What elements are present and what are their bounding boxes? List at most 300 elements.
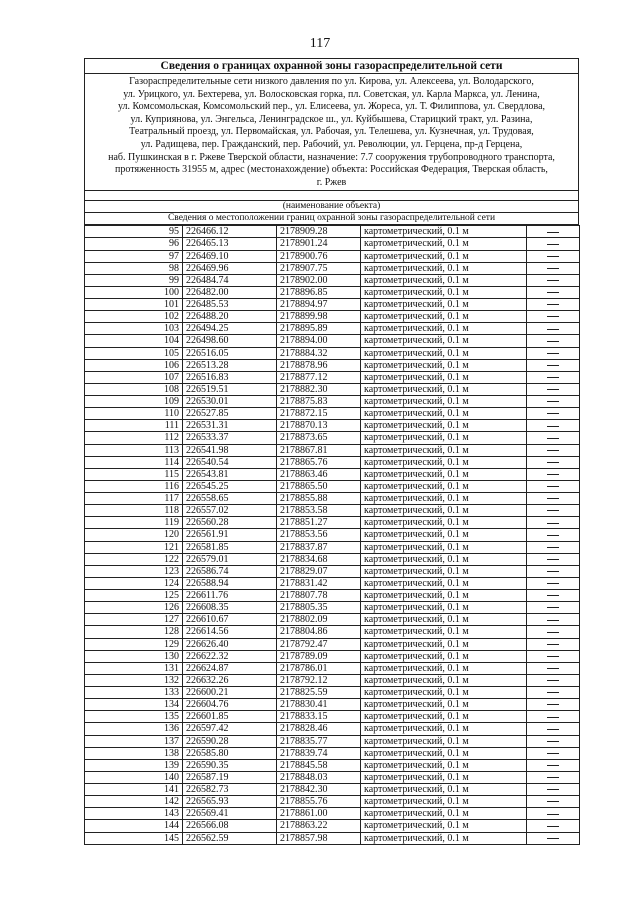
coordinate-y: 2178851.27 (277, 517, 361, 529)
coordinate-x: 226530.01 (183, 396, 277, 408)
coordinate-x: 226587.19 (183, 771, 277, 783)
empty-value-dash (527, 468, 580, 480)
table-row (85, 420, 580, 432)
empty-value-dash (527, 541, 580, 553)
table-row (85, 480, 580, 492)
dash-mark (547, 232, 559, 233)
dash-mark (547, 826, 559, 827)
coordinate-y: 2178857.98 (277, 832, 361, 844)
coordinate-x: 226585.80 (183, 747, 277, 759)
coordinate-x: 226581.85 (183, 541, 277, 553)
determination-method: картометрический, 0.1 м (361, 711, 527, 723)
coordinate-x: 226590.35 (183, 759, 277, 771)
determination-method: картометрический, 0.1 м (361, 577, 527, 589)
dash-mark (547, 523, 559, 524)
determination-method: картометрический, 0.1 м (361, 723, 527, 735)
coordinate-x: 226604.76 (183, 699, 277, 711)
determination-method: картометрический, 0.1 м (361, 311, 527, 323)
empty-value-dash (527, 577, 580, 589)
determination-method: картометрический, 0.1 м (361, 796, 527, 808)
description-line: Театральный проезд, ул. Первомайская, ул. Рабочая, ул. Телешева, ул. Кузнечная, ул. Трудовая, (129, 126, 534, 138)
table-row (85, 808, 580, 820)
empty-value-dash (527, 614, 580, 626)
point-number: 98 (85, 262, 183, 274)
determination-method: картометрический, 0.1 м (361, 493, 527, 505)
coordinate-x: 226484.74 (183, 274, 277, 286)
dash-mark (547, 401, 559, 402)
object-name-label: (наименование объекта) (85, 201, 579, 213)
coordinate-y: 2178870.13 (277, 420, 361, 432)
table-row (85, 274, 580, 286)
description-line: ул. Куприянова, ул. Энгельса, Ленинградское ш., ул. Куйбышева, Старицкий тракт, ул. Разина, (130, 113, 533, 125)
determination-method: картометрический, 0.1 м (361, 408, 527, 420)
point-number: 111 (85, 420, 183, 432)
document-title: Сведения о границах охранной зоны газораспределительной сети (85, 59, 579, 74)
coordinate-x: 226614.56 (183, 626, 277, 638)
point-number: 130 (85, 650, 183, 662)
coordinate-x: 226622.32 (183, 650, 277, 662)
point-number: 113 (85, 444, 183, 456)
coordinate-x: 226513.28 (183, 359, 277, 371)
dash-mark (547, 741, 559, 742)
point-number: 104 (85, 335, 183, 347)
dash-mark (547, 571, 559, 572)
table-row (85, 590, 580, 602)
point-number: 144 (85, 820, 183, 832)
coordinate-x: 226465.13 (183, 238, 277, 250)
table-row (85, 687, 580, 699)
coordinate-x: 226611.76 (183, 590, 277, 602)
table-row (85, 759, 580, 771)
coordinate-y: 2178835.77 (277, 735, 361, 747)
coordinate-x: 226626.40 (183, 638, 277, 650)
coordinate-y: 2178865.50 (277, 480, 361, 492)
coordinate-x: 226466.12 (183, 226, 277, 238)
coordinate-y: 2178802.09 (277, 614, 361, 626)
table-row (85, 565, 580, 577)
empty-value-dash (527, 323, 580, 335)
blank-row (85, 191, 579, 201)
table-row (85, 262, 580, 274)
dash-mark (547, 341, 559, 342)
determination-method: картометрический, 0.1 м (361, 335, 527, 347)
object-description (85, 74, 579, 191)
coordinate-y: 2178839.74 (277, 747, 361, 759)
dash-mark (547, 353, 559, 354)
empty-value-dash (527, 250, 580, 262)
point-number: 103 (85, 323, 183, 335)
empty-value-dash (527, 480, 580, 492)
determination-method: картометрический, 0.1 м (361, 396, 527, 408)
table-row (85, 335, 580, 347)
coordinate-x: 226485.53 (183, 299, 277, 311)
coordinate-y: 2178853.58 (277, 505, 361, 517)
coordinate-y: 2178901.24 (277, 238, 361, 250)
point-number: 101 (85, 299, 183, 311)
table-row (85, 784, 580, 796)
dash-mark (547, 777, 559, 778)
dash-mark (547, 838, 559, 839)
table-row (85, 735, 580, 747)
dash-mark (547, 280, 559, 281)
dash-mark (547, 680, 559, 681)
point-number: 129 (85, 638, 183, 650)
point-number: 107 (85, 371, 183, 383)
table-row (85, 347, 580, 359)
coordinate-x: 226632.26 (183, 674, 277, 686)
determination-method: картометрический, 0.1 м (361, 359, 527, 371)
empty-value-dash (527, 832, 580, 844)
description-line: наб. Пушкинская в г. Ржеве Тверской области, назначение: 7.7 сооружения трубопроводного транспорта, (108, 151, 555, 163)
empty-value-dash (527, 420, 580, 432)
coordinate-y: 2178907.75 (277, 262, 361, 274)
coordinate-y: 2178830.41 (277, 699, 361, 711)
dash-mark (547, 498, 559, 499)
coordinate-y: 2178855.88 (277, 493, 361, 505)
empty-value-dash (527, 432, 580, 444)
dash-mark (547, 704, 559, 705)
empty-value-dash (527, 238, 580, 250)
coordinate-x: 226541.98 (183, 444, 277, 456)
empty-value-dash (527, 711, 580, 723)
determination-method: картометрический, 0.1 м (361, 432, 527, 444)
dash-mark (547, 426, 559, 427)
point-number: 122 (85, 553, 183, 565)
determination-method: картометрический, 0.1 м (361, 747, 527, 759)
table-row (85, 250, 580, 262)
dash-mark (547, 292, 559, 293)
point-number: 97 (85, 250, 183, 262)
dash-mark (547, 316, 559, 317)
empty-value-dash (527, 784, 580, 796)
point-number: 123 (85, 565, 183, 577)
coordinate-x: 226516.05 (183, 347, 277, 359)
table-row (85, 359, 580, 371)
determination-method: картометрический, 0.1 м (361, 699, 527, 711)
coordinate-x: 226597.42 (183, 723, 277, 735)
determination-method: картометрический, 0.1 м (361, 517, 527, 529)
dash-mark (547, 595, 559, 596)
table-row (85, 747, 580, 759)
dash-mark (547, 753, 559, 754)
coordinate-y: 2178899.98 (277, 311, 361, 323)
coordinate-y: 2178882.30 (277, 383, 361, 395)
dash-mark (547, 801, 559, 802)
coordinate-x: 226519.51 (183, 383, 277, 395)
empty-value-dash (527, 408, 580, 420)
coordinate-x: 226610.67 (183, 614, 277, 626)
coordinate-y: 2178855.76 (277, 796, 361, 808)
coordinate-x: 226543.81 (183, 468, 277, 480)
table-row (85, 577, 580, 589)
coordinate-y: 2178853.56 (277, 529, 361, 541)
coordinate-y: 2178875.83 (277, 396, 361, 408)
coordinate-x: 226516.83 (183, 371, 277, 383)
determination-method: картометрический, 0.1 м (361, 662, 527, 674)
determination-method: картометрический, 0.1 м (361, 456, 527, 468)
coordinate-x: 226588.94 (183, 577, 277, 589)
empty-value-dash (527, 553, 580, 565)
page-number: 117 (309, 36, 331, 51)
dash-mark (547, 510, 559, 511)
determination-method: картометрический, 0.1 м (361, 286, 527, 298)
dash-mark (547, 547, 559, 548)
point-number: 121 (85, 541, 183, 553)
point-number: 118 (85, 505, 183, 517)
point-number: 112 (85, 432, 183, 444)
coordinate-y: 2178792.47 (277, 638, 361, 650)
coordinate-x: 226533.37 (183, 432, 277, 444)
dash-mark (547, 474, 559, 475)
empty-value-dash (527, 820, 580, 832)
coordinate-y: 2178789.09 (277, 650, 361, 662)
dash-mark (547, 729, 559, 730)
empty-value-dash (527, 638, 580, 650)
point-number: 135 (85, 711, 183, 723)
dash-mark (547, 717, 559, 718)
dash-mark (547, 462, 559, 463)
point-number: 133 (85, 687, 183, 699)
determination-method: картометрический, 0.1 м (361, 602, 527, 614)
dash-mark (547, 607, 559, 608)
determination-method: картометрический, 0.1 м (361, 444, 527, 456)
table-row (85, 371, 580, 383)
coordinate-y: 2178863.22 (277, 820, 361, 832)
determination-method: картометрический, 0.1 м (361, 674, 527, 686)
empty-value-dash (527, 517, 580, 529)
dash-mark (547, 789, 559, 790)
dash-mark (547, 765, 559, 766)
coordinate-y: 2178845.58 (277, 759, 361, 771)
empty-value-dash (527, 371, 580, 383)
determination-method: картометрический, 0.1 м (361, 590, 527, 602)
table-row (85, 493, 580, 505)
point-number: 95 (85, 226, 183, 238)
table-row (85, 796, 580, 808)
determination-method: картометрический, 0.1 м (361, 505, 527, 517)
point-number: 96 (85, 238, 183, 250)
coordinate-y: 2178900.76 (277, 250, 361, 262)
point-number: 117 (85, 493, 183, 505)
empty-value-dash (527, 699, 580, 711)
dash-mark (547, 304, 559, 305)
coordinate-y: 2178792.12 (277, 674, 361, 686)
dash-mark (547, 329, 559, 330)
point-number: 127 (85, 614, 183, 626)
coordinate-x: 226488.20 (183, 311, 277, 323)
empty-value-dash (527, 311, 580, 323)
table-row (85, 771, 580, 783)
determination-method: картометрический, 0.1 м (361, 735, 527, 747)
description-line: г. Ржев (316, 176, 347, 188)
point-number: 99 (85, 274, 183, 286)
coordinate-x: 226601.85 (183, 711, 277, 723)
empty-value-dash (527, 359, 580, 371)
description-line: ул. Урицкого, ул. Бехтерева, ул. Волосковская горка, пл. Советская, ул. Карла Маркса, ул. Ленина, (123, 88, 540, 100)
coordinate-x: 226531.31 (183, 420, 277, 432)
determination-method: картометрический, 0.1 м (361, 565, 527, 577)
empty-value-dash (527, 650, 580, 662)
point-number: 124 (85, 577, 183, 589)
coordinate-x: 226562.59 (183, 832, 277, 844)
determination-method: картометрический, 0.1 м (361, 808, 527, 820)
point-number: 143 (85, 808, 183, 820)
coordinate-x: 226561.91 (183, 529, 277, 541)
empty-value-dash (527, 602, 580, 614)
point-number: 110 (85, 408, 183, 420)
dash-mark (547, 268, 559, 269)
dash-mark (547, 244, 559, 245)
determination-method: картометрический, 0.1 м (361, 759, 527, 771)
table-row (85, 456, 580, 468)
point-number: 136 (85, 723, 183, 735)
determination-method: картометрический, 0.1 м (361, 529, 527, 541)
point-number: 137 (85, 735, 183, 747)
coordinate-y: 2178805.35 (277, 602, 361, 614)
determination-method: картометрический, 0.1 м (361, 553, 527, 565)
empty-value-dash (527, 505, 580, 517)
table-row (85, 650, 580, 662)
description-line: протяженность 31955 м, адрес (местонахождение) объекта: Российская Федерация, Тверская область, (115, 164, 548, 176)
coordinate-y: 2178909.28 (277, 226, 361, 238)
determination-method: картометрический, 0.1 м (361, 468, 527, 480)
coordinate-y: 2178902.00 (277, 274, 361, 286)
point-number: 138 (85, 747, 183, 759)
empty-value-dash (527, 396, 580, 408)
empty-value-dash (527, 687, 580, 699)
table-row (85, 383, 580, 395)
header-table (84, 58, 579, 225)
determination-method: картометрический, 0.1 м (361, 480, 527, 492)
coordinate-y: 2178896.85 (277, 286, 361, 298)
determination-method: картометрический, 0.1 м (361, 274, 527, 286)
dash-mark (547, 656, 559, 657)
point-number: 145 (85, 832, 183, 844)
document-sheet (84, 58, 579, 845)
dash-mark (547, 256, 559, 257)
dash-mark (547, 389, 559, 390)
determination-method: картометрический, 0.1 м (361, 383, 527, 395)
table-row (85, 541, 580, 553)
point-number: 108 (85, 383, 183, 395)
coordinate-x: 226560.28 (183, 517, 277, 529)
determination-method: картометрический, 0.1 м (361, 614, 527, 626)
coordinate-x: 226540.54 (183, 456, 277, 468)
table-row (85, 553, 580, 565)
coordinate-y: 2178831.42 (277, 577, 361, 589)
coordinate-x: 226586.74 (183, 565, 277, 577)
point-number: 106 (85, 359, 183, 371)
empty-value-dash (527, 335, 580, 347)
point-number: 102 (85, 311, 183, 323)
table-row (85, 517, 580, 529)
empty-value-dash (527, 808, 580, 820)
description-line: Газораспределительные сети низкого давления по ул. Кирова, ул. Алексеева, ул. Володарского, (129, 76, 534, 87)
empty-value-dash (527, 383, 580, 395)
coordinate-y: 2178894.00 (277, 335, 361, 347)
empty-value-dash (527, 226, 580, 238)
empty-value-dash (527, 771, 580, 783)
table-row (85, 602, 580, 614)
determination-method: картометрический, 0.1 м (361, 650, 527, 662)
determination-method: картометрический, 0.1 м (361, 323, 527, 335)
determination-method: картометрический, 0.1 м (361, 238, 527, 250)
point-number: 126 (85, 602, 183, 614)
empty-value-dash (527, 735, 580, 747)
dash-mark (547, 632, 559, 633)
empty-value-dash (527, 347, 580, 359)
coordinate-y: 2178877.12 (277, 371, 361, 383)
dash-mark (547, 583, 559, 584)
coordinate-x: 226557.02 (183, 505, 277, 517)
empty-value-dash (527, 565, 580, 577)
empty-value-dash (527, 759, 580, 771)
coordinate-y: 2178833.15 (277, 711, 361, 723)
coordinate-y: 2178834.68 (277, 553, 361, 565)
table-row (85, 323, 580, 335)
determination-method: картометрический, 0.1 м (361, 626, 527, 638)
coordinate-x: 226558.65 (183, 493, 277, 505)
coordinate-x: 226569.41 (183, 808, 277, 820)
table-row (85, 238, 580, 250)
coordinate-x: 226608.35 (183, 602, 277, 614)
table-row (85, 396, 580, 408)
coordinate-x: 226494.25 (183, 323, 277, 335)
table-row (85, 723, 580, 735)
empty-value-dash (527, 456, 580, 468)
point-number: 131 (85, 662, 183, 674)
coordinate-y: 2178865.76 (277, 456, 361, 468)
determination-method: картометрический, 0.1 м (361, 226, 527, 238)
empty-value-dash (527, 590, 580, 602)
coordinate-y: 2178804.86 (277, 626, 361, 638)
dash-mark (547, 365, 559, 366)
coordinate-y: 2178861.00 (277, 808, 361, 820)
table-row (85, 408, 580, 420)
coordinate-y: 2178807.78 (277, 590, 361, 602)
dash-mark (547, 644, 559, 645)
table-row (85, 311, 580, 323)
table-row (85, 662, 580, 674)
determination-method: картометрический, 0.1 м (361, 832, 527, 844)
table-row (85, 226, 580, 238)
coordinate-y: 2178837.87 (277, 541, 361, 553)
point-number: 109 (85, 396, 183, 408)
point-number: 119 (85, 517, 183, 529)
empty-value-dash (527, 444, 580, 456)
point-number: 120 (85, 529, 183, 541)
point-number: 114 (85, 456, 183, 468)
point-number: 134 (85, 699, 183, 711)
empty-value-dash (527, 674, 580, 686)
empty-value-dash (527, 493, 580, 505)
empty-value-dash (527, 286, 580, 298)
determination-method: картометрический, 0.1 м (361, 820, 527, 832)
empty-value-dash (527, 529, 580, 541)
coordinate-y: 2178842.30 (277, 784, 361, 796)
empty-value-dash (527, 662, 580, 674)
coordinate-y: 2178878.96 (277, 359, 361, 371)
coordinate-y: 2178894.97 (277, 299, 361, 311)
coordinate-x: 226482.00 (183, 286, 277, 298)
table-row (85, 299, 580, 311)
table-row (85, 699, 580, 711)
dash-mark (547, 692, 559, 693)
dash-mark (547, 450, 559, 451)
coordinate-y: 2178895.89 (277, 323, 361, 335)
determination-method: картометрический, 0.1 м (361, 371, 527, 383)
coordinate-x: 226565.93 (183, 796, 277, 808)
